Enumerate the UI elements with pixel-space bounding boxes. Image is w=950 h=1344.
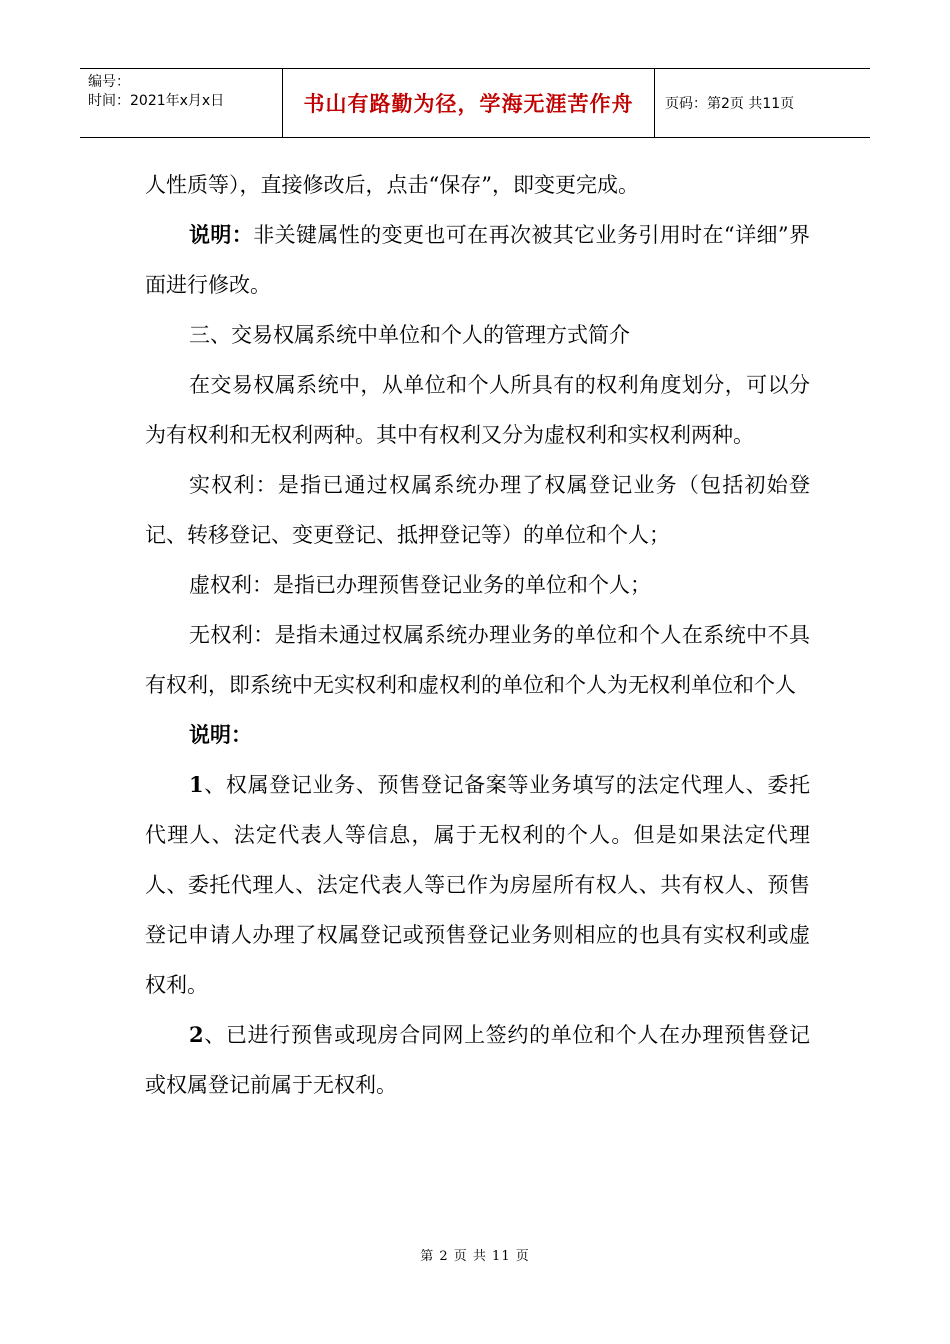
header-meta [80, 69, 283, 137]
document-body [145, 160, 810, 1110]
paragraph-6: 虚权利：是指已办理预售登记业务的单位和个人； [189, 573, 651, 597]
paragraph-4: 在交易权属系统中，从单位和个人所具有的权利角度划分，可以分为有权利和无权利两种。其中有权利又分为虚权利和实权利两种。 [145, 373, 810, 447]
paragraph-9 [145, 760, 810, 1010]
time-label: 时间：2021年x月x日 [88, 93, 225, 109]
paragraph-5: 实权利：是指已通过权属系统办理了权属登记业务（包括初始登记、转移登记、变更登记、抵押登记等）的单位和个人； [145, 473, 810, 547]
header-page-info: 页码：第2页 共11页 [665, 96, 795, 112]
item-text-1: 、权属登记业务、预售登记备案等业务填写的法定代理人、委托代理人、法定代表人等信息，属于无权利的个人。但是如果法定代理人、委托代理人、法定代表人等已作为房屋所有权人、共有权人、预售登记申请人办理了权属登记或预售登记业务则相应的也具有实权利或虚权利。 [145, 773, 810, 997]
paragraph-8 [145, 710, 810, 760]
paragraph-1: 人性质等），直接修改后，点击“保存”，即变更完成。 [145, 173, 639, 197]
header-motto: 书山有路勤为径，学海无涯苦作舟 [283, 69, 655, 137]
item-text-2: 、已进行预售或现房合同网上签约的单位和个人在办理预售登记或权属登记前属于无权利。 [145, 1023, 810, 1097]
note-text: 非关键属性的变更也可在再次被其它业务引用时在“详细”界面进行修改。 [145, 223, 810, 297]
page-header [80, 68, 870, 138]
note-label: 说明： [189, 222, 254, 247]
paragraph-7: 无权利：是指未通过权属系统办理业务的单位和个人在系统中不具有权利，即系统中无实权利和虚权利的单位和个人为无权利单位和个人 [145, 623, 810, 697]
note-label-2: 说明： [189, 722, 252, 747]
paragraph-2 [145, 210, 810, 310]
section-heading: 三、交易权属系统中单位和个人的管理方式简介 [189, 323, 630, 347]
number-label: 编号： [88, 74, 130, 90]
page-footer: 第 2 页 共 11 页 [420, 1249, 530, 1264]
item-number-1: 1 [189, 772, 204, 797]
paragraph-10 [145, 1010, 810, 1110]
item-number-2: 2 [189, 1022, 204, 1047]
